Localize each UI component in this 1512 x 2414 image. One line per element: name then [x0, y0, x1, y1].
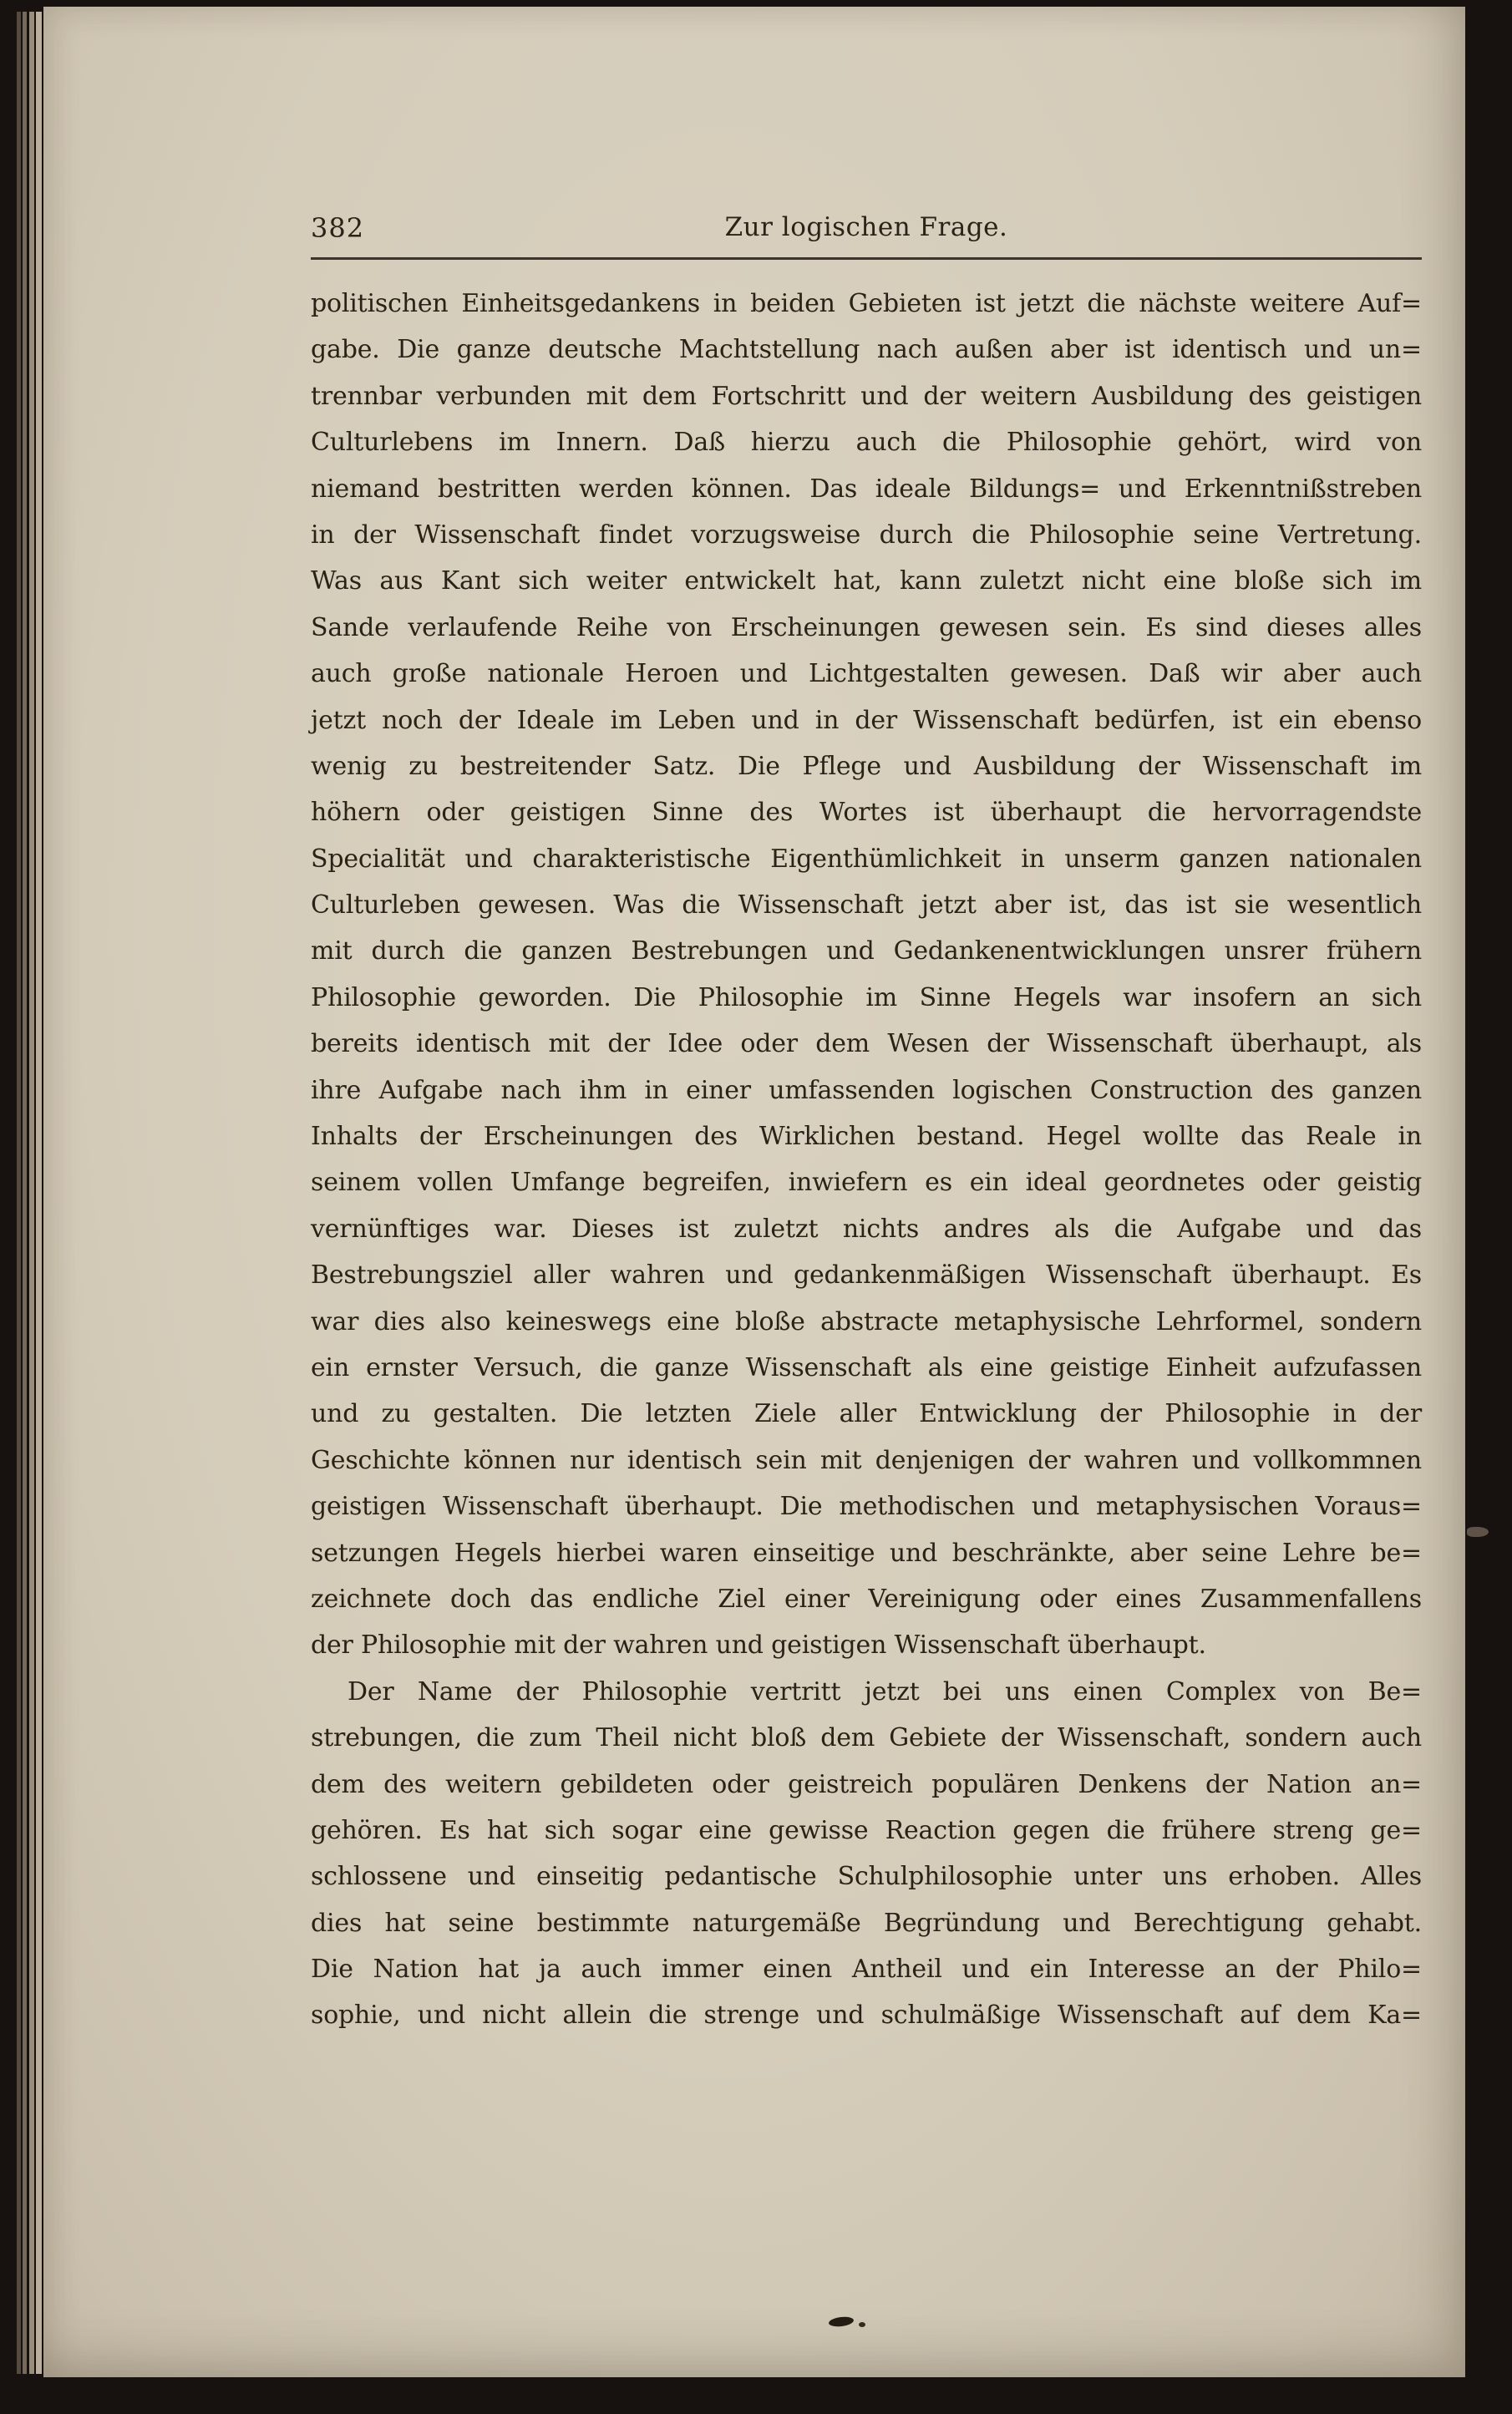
ink-smudge — [828, 2315, 854, 2328]
text-line: sophie, und nicht allein die strenge und schulmäßige Wissenschaft auf dem Ka= — [311, 2001, 1422, 2031]
text-line: auch große nationale Heroen und Lichtgestalten gewesen. Daß wir aber auch — [311, 659, 1422, 689]
text-line: der Philosophie mit der wahren und geistigen Wissenschaft überhaupt. — [311, 1630, 1206, 1661]
ink-speck — [859, 2322, 865, 2327]
running-header — [311, 205, 1422, 260]
text-line: Bestrebungsziel aller wahren und gedankenmäßigen Wissenschaft überhaupt. Es — [311, 1260, 1422, 1291]
text-line: in der Wissenschaft findet vorzugsweise durch die Philosophie seine Vertretung. — [311, 520, 1422, 550]
text-line: trennbar verbunden mit dem Fortschritt und der weitern Ausbildung des geistigen — [311, 381, 1422, 411]
text-line: war dies also keineswegs eine bloße abstracte metaphysische Lehrformel, sondern — [311, 1306, 1422, 1336]
page-stack-edge — [29, 12, 34, 2374]
page-stack-edge — [36, 12, 42, 2374]
text-line: zeichnete doch das endliche Ziel einer Vereinigung oder eines Zusammenfallens — [311, 1584, 1422, 1614]
text-line: dies hat seine bestimmte naturgemäße Begründung und Berechtigung gehabt. — [311, 1908, 1422, 1938]
page-stack-edge — [17, 12, 21, 2374]
page-number: 382 — [311, 212, 365, 244]
paragraph — [311, 281, 1422, 1669]
text-line: gehören. Es hat sich sogar eine gewisse Reaction gegen die frühere streng ge= — [311, 1815, 1422, 1845]
text-line: mit durch die ganzen Bestrebungen und Gedankenentwicklungen unsrer frühern — [311, 936, 1422, 966]
scan-border-mark — [1467, 1527, 1489, 1537]
text-line: Culturleben gewesen. Was die Wissenschaft jetzt aber ist, das ist sie wesentlich — [311, 890, 1422, 920]
text-line: Philosophie geworden. Die Philosophie im Sinne Hegels war insofern an sich — [311, 982, 1422, 1012]
paragraph — [311, 1669, 1422, 2039]
text-line: höhern oder geistigen Sinne des Wortes ist überhaupt die hervorragendste — [311, 798, 1422, 828]
text-line: vernünftiges war. Dieses ist zuletzt nichts andres als die Aufgabe und das — [311, 1214, 1422, 1244]
text-line: Specialität und charakteristische Eigenthümlichkeit in unserm ganzen nationalen — [311, 844, 1422, 874]
text-block — [311, 281, 1422, 2039]
book-page — [43, 7, 1465, 2377]
text-line: und zu gestalten. Die letzten Ziele aller Entwicklung der Philosophie in der — [311, 1399, 1422, 1429]
text-line: niemand bestritten werden können. Das ideale Bildungs= und Erkenntnißstreben — [311, 474, 1422, 504]
text-line: Culturlebens im Innern. Daß hierzu auch die Philosophie gehört, wird von — [311, 428, 1422, 458]
text-line: dem des weitern gebildeten oder geistreich populären Denkens der Nation an= — [311, 1769, 1422, 1799]
text-line: ihre Aufgabe nach ihm in einer umfassenden logischen Construction des ganzen — [311, 1075, 1422, 1105]
text-line: geistigen Wissenschaft überhaupt. Die methodischen und metaphysischen Voraus= — [311, 1492, 1422, 1522]
page-header-title: Zur logischen Frage. — [724, 212, 1008, 242]
text-line: jetzt noch der Ideale im Leben und in der Wissenschaft bedürfen, ist ein ebenso — [311, 705, 1422, 735]
text-line: Was aus Kant sich weiter entwickelt hat, kann zuletzt nicht eine bloße sich im — [311, 566, 1422, 596]
text-line: politischen Einheitsgedankens in beiden Gebieten ist jetzt die nächste weitere Auf= — [311, 289, 1422, 318]
text-line: bereits identisch mit der Idee oder dem Wesen der Wissenschaft überhaupt, als — [311, 1029, 1422, 1059]
text-line: Inhalts der Erscheinungen des Wirklichen bestand. Hegel wollte das Reale in — [311, 1122, 1422, 1152]
text-line: Die Nation hat ja auch immer einen Antheil und ein Interesse an der Philo= — [311, 1955, 1422, 1985]
text-line: wenig zu bestreitender Satz. Die Pflege und Ausbildung der Wissenschaft im — [311, 751, 1422, 781]
page-stack-edge — [23, 12, 27, 2374]
text-line: seinem vollen Umfange begreifen, inwiefern es ein ideal geordnetes oder geistig — [311, 1168, 1422, 1198]
text-line: ein ernster Versuch, die ganze Wissenschaft als eine geistige Einheit aufzufassen — [311, 1352, 1422, 1382]
text-line: gabe. Die ganze deutsche Machtstellung nach außen aber ist identisch und un= — [311, 335, 1422, 365]
text-line: setzungen Hegels hierbei waren einseitige und beschränkte, aber seine Lehre be= — [311, 1538, 1422, 1568]
text-line: Sande verlaufende Reihe von Erscheinungen gewesen sein. Es sind dieses alles — [311, 612, 1422, 642]
text-line: schlossene und einseitig pedantische Schulphilosophie unter uns erhoben. Alles — [311, 1862, 1422, 1892]
text-line: Geschichte können nur identisch sein mit denjenigen der wahren und vollkommnen — [311, 1445, 1422, 1475]
text-line: strebungen, die zum Theil nicht bloß dem Gebiete der Wissenschaft, sondern auch — [311, 1723, 1422, 1753]
text-line: Der Name der Philosophie vertritt jetzt bei uns einen Complex von Be= — [348, 1676, 1422, 1707]
